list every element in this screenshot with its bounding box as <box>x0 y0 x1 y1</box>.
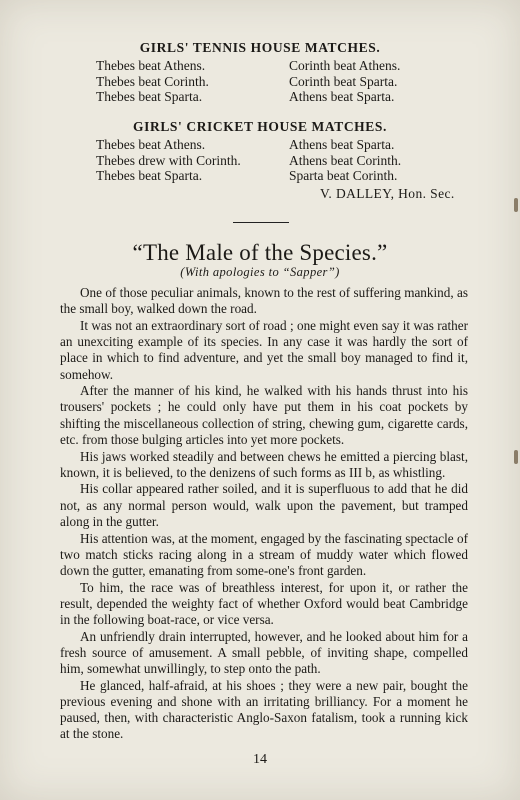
cricket-results-left <box>96 137 241 184</box>
result-line: Corinth beat Sparta. <box>289 73 398 89</box>
tennis-heading: GIRLS' TENNIS HOUSE MATCHES. <box>139 40 381 55</box>
tennis-results-left <box>96 58 209 105</box>
result-line: Thebes beat Athens. <box>96 58 206 73</box>
page-edge-mark <box>514 198 518 212</box>
article-paragraph: An unfriendly drain interrupted, however, and he looked about him for a fresh source of amusement. A small pebble, of inviting shape, compelled him, somewhat unwillingly, to step onto the path. <box>60 628 468 677</box>
article-paragraph: One of those peculiar animals, known to the rest of suffering mankind, as the small boy, walked down the road. <box>60 285 468 317</box>
section-divider <box>233 222 289 223</box>
article-title: “The Male of the Species.” <box>132 240 388 265</box>
article-paragraph: He glanced, half-afraid, at his shoes ; they were a new pair, bought the previous evening and shone with an irritating brilliancy. For a moment he paused, then, with characteristic Anglo-Saxon fatalism, took a running kick at the stone. <box>60 677 468 742</box>
result-line: Thebes drew with Corinth. <box>96 152 241 168</box>
result-line: Thebes beat Sparta. <box>96 168 203 183</box>
result-line: Thebes beat Sparta. <box>96 89 203 104</box>
article-paragraph: His jaws worked steadily and between chews he emitted a piercing blast, known, it is believed, to the denizens of such forms as III b, as whistling. <box>60 448 468 480</box>
article-body <box>60 285 468 743</box>
cricket-results-right <box>289 137 401 184</box>
result-line: Sparta beat Corinth. <box>289 168 398 183</box>
tennis-results-right <box>289 58 400 105</box>
article-paragraph: It was not an extraordinary sort of road ; one might even say it was rather an unexciting example of its species. In any case it was hardly the sort of place in which to find adventure, and yet the small boy managed to find it, somehow. <box>60 317 468 382</box>
article-subtitle: (With apologies to “Sapper”) <box>180 265 340 279</box>
article-paragraph: His attention was, at the moment, engaged by the fascinating spectacle of two match sticks racing along in a stream of muddy water which flowed down the gutter, emanating from some-one's front garden. <box>60 530 468 578</box>
result-line: Athens beat Corinth. <box>289 152 402 168</box>
article-paragraph: After the manner of his kind, he walked with his hands thrust into his trousers' pockets ; he could only have put them in his coat pockets by shifting the miscellaneous collection of string, chewing gum, cigarette cards, etc. from those bulging articles into yet more pockets. <box>60 383 468 447</box>
page-number: 14 <box>253 752 267 767</box>
result-line: Thebes beat Corinth. <box>96 73 209 89</box>
result-line: Athens beat Sparta. <box>289 89 395 104</box>
article-paragraph: His collar appeared rather soiled, and it is superfluous to add that he did not, as any normal person would, walk upon the pavement, but tramped along in the gutter. <box>60 481 468 529</box>
result-line: Athens beat Sparta. <box>289 137 395 152</box>
result-line: Thebes beat Athens. <box>96 137 206 152</box>
secretary-signature: V. DALLEY, Hon. Sec. <box>320 186 455 201</box>
article-paragraph: To him, the race was of breathless interest, for upon it, or rather the result, depended the weighty fact of whether Oxford would beat Cambridge in the following boat-race, or vice versa. <box>60 579 468 628</box>
cricket-heading: GIRLS' CRICKET HOUSE MATCHES. <box>133 119 387 134</box>
result-line: Corinth beat Athens. <box>289 58 401 73</box>
page-edge-mark <box>514 450 518 464</box>
